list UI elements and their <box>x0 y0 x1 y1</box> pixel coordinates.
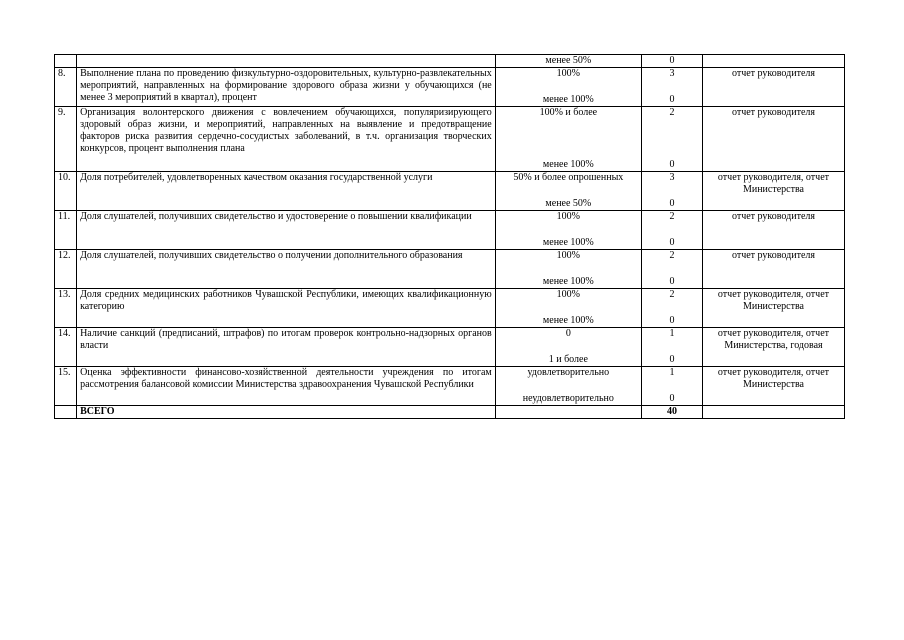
points-bottom: 0 <box>669 315 675 326</box>
value-bottom: менее 100% <box>542 315 594 326</box>
value-cell <box>495 68 641 107</box>
row-number: 13. <box>55 289 77 328</box>
row-number <box>55 55 77 68</box>
points-cell <box>641 107 702 172</box>
source-text <box>702 55 844 68</box>
value-stack <box>499 107 638 171</box>
value-cell <box>495 55 641 68</box>
points-cell <box>641 289 702 328</box>
points-cell <box>641 250 702 289</box>
indicator-text: Выполнение плана по проведению физкультурно-оздоровительных, культурно-развлекательных мероприятий, направленных на формирование здорового образа жизни у обучающихся (не менее 3 мероприятий в квартал), процент <box>77 68 496 107</box>
value-bottom: менее 100% <box>542 237 594 248</box>
value-bottom: менее 50% <box>545 198 592 209</box>
row-number: 10. <box>55 172 77 211</box>
row-number: 8. <box>55 68 77 107</box>
points-top: 1 <box>669 328 675 339</box>
points-bottom: 0 <box>669 159 675 170</box>
points-bottom: 0 <box>669 354 675 365</box>
total-num <box>55 406 77 419</box>
table-row <box>55 289 845 328</box>
value-cell <box>495 172 641 211</box>
points-top: 3 <box>669 68 675 79</box>
value-top: 100% <box>556 68 580 79</box>
value-cell <box>495 107 641 172</box>
table-row <box>55 250 845 289</box>
table-row <box>55 68 845 107</box>
points-stack <box>645 211 699 249</box>
value-top: 50% и более опрошенных <box>513 172 624 183</box>
value-bottom: неудовлетворительно <box>522 393 614 404</box>
points-stack <box>645 250 699 288</box>
value-cell <box>495 250 641 289</box>
table-row <box>55 107 845 172</box>
points-stack <box>645 172 699 210</box>
total-value-cell <box>495 406 641 419</box>
value-bottom: 1 и более <box>548 354 588 365</box>
points-top: 1 <box>669 367 675 378</box>
value-cell <box>495 211 641 250</box>
points-stack <box>645 68 699 106</box>
value-top: 100% <box>556 250 580 261</box>
indicator-text: Доля потребителей, удовлетворенных качеством оказания государственной услуги <box>77 172 496 211</box>
indicator-text: Доля слушателей, получивших свидетельство о получении дополнительного образования <box>77 250 496 289</box>
value-stack <box>499 289 638 327</box>
points-bottom: 0 <box>669 237 675 248</box>
value-bottom: менее 50% <box>545 55 592 66</box>
points-bottom: 0 <box>669 276 675 287</box>
row-number: 14. <box>55 328 77 367</box>
points-cell <box>641 172 702 211</box>
points-stack <box>645 107 699 171</box>
source-text: отчет руководителя <box>702 68 844 107</box>
table-body <box>55 55 845 419</box>
points-bottom: 0 <box>669 198 675 209</box>
value-bottom: менее 100% <box>542 94 594 105</box>
value-cell <box>495 289 641 328</box>
total-label: ВСЕГО <box>77 406 496 419</box>
indicator-text <box>77 55 496 68</box>
points-cell <box>641 55 702 68</box>
value-top: 100% <box>556 211 580 222</box>
indicators-table <box>54 54 845 419</box>
table-row <box>55 328 845 367</box>
source-text: отчет руководителя, отчет Министерства <box>702 367 844 406</box>
indicator-text: Наличие санкций (предписаний, штрафов) по итогам проверок контрольно-надзорных органов власти <box>77 328 496 367</box>
points-top: 2 <box>669 107 675 118</box>
row-number: 12. <box>55 250 77 289</box>
points-cell <box>641 211 702 250</box>
table-row <box>55 367 845 406</box>
points-bottom: 0 <box>669 94 675 105</box>
points-cell <box>641 367 702 406</box>
source-text: отчет руководителя, отчет Министерства, годовая <box>702 328 844 367</box>
points-stack <box>645 367 699 405</box>
points-bottom: 0 <box>669 55 675 66</box>
points-cell <box>641 68 702 107</box>
indicator-text: Доля слушателей, получивших свидетельство и удостоверение о повышении квалификации <box>77 211 496 250</box>
points-cell <box>641 328 702 367</box>
points-top: 2 <box>669 289 675 300</box>
indicator-text: Доля средних медицинских работников Чувашской Республики, имеющих квалификационную категорию <box>77 289 496 328</box>
total-source-cell <box>702 406 844 419</box>
source-text: отчет руководителя, отчет Министерства <box>702 289 844 328</box>
value-stack <box>499 328 638 366</box>
indicator-text: Организация волонтерского движения с вовлечением обучающихся, популяризирующего здоровый образ жизни, и мероприятий, направленных на выявление и предотвращение факторов риска развития сердечно-сосудистых заболеваний, в т.ч. организация творческих конкурсов, процент выполнения плана <box>77 107 496 172</box>
source-text: отчет руководителя <box>702 211 844 250</box>
points-top: 3 <box>669 172 675 183</box>
indicator-text: Оценка эффективности финансово-хозяйственной деятельности учреждения по итогам рассмотрения балансовой комиссии Министерства здравоохранения Чувашской Республики <box>77 367 496 406</box>
value-stack <box>499 367 638 405</box>
row-number: 11. <box>55 211 77 250</box>
source-text: отчет руководителя <box>702 250 844 289</box>
points-stack <box>645 328 699 366</box>
value-cell <box>495 328 641 367</box>
source-text: отчет руководителя <box>702 107 844 172</box>
value-bottom: менее 100% <box>542 276 594 287</box>
value-stack <box>499 250 638 288</box>
source-text: отчет руководителя, отчет Министерства <box>702 172 844 211</box>
value-stack <box>499 68 638 106</box>
value-top: удовлетворительно <box>527 367 610 378</box>
value-stack <box>499 211 638 249</box>
points-top: 2 <box>669 250 675 261</box>
points-stack <box>645 289 699 327</box>
value-top: 0 <box>565 328 571 339</box>
value-top: 100% и более <box>539 107 598 118</box>
value-top: 100% <box>556 289 580 300</box>
table-row <box>55 55 845 68</box>
points-top: 2 <box>669 211 675 222</box>
value-bottom: менее 100% <box>542 159 594 170</box>
total-row <box>55 406 845 419</box>
table-row <box>55 172 845 211</box>
row-number: 9. <box>55 107 77 172</box>
points-stack <box>645 55 699 67</box>
row-number: 15. <box>55 367 77 406</box>
points-bottom: 0 <box>669 393 675 404</box>
value-stack <box>499 55 638 67</box>
value-stack <box>499 172 638 210</box>
total-points: 40 <box>641 406 702 419</box>
value-cell <box>495 367 641 406</box>
table-row <box>55 211 845 250</box>
